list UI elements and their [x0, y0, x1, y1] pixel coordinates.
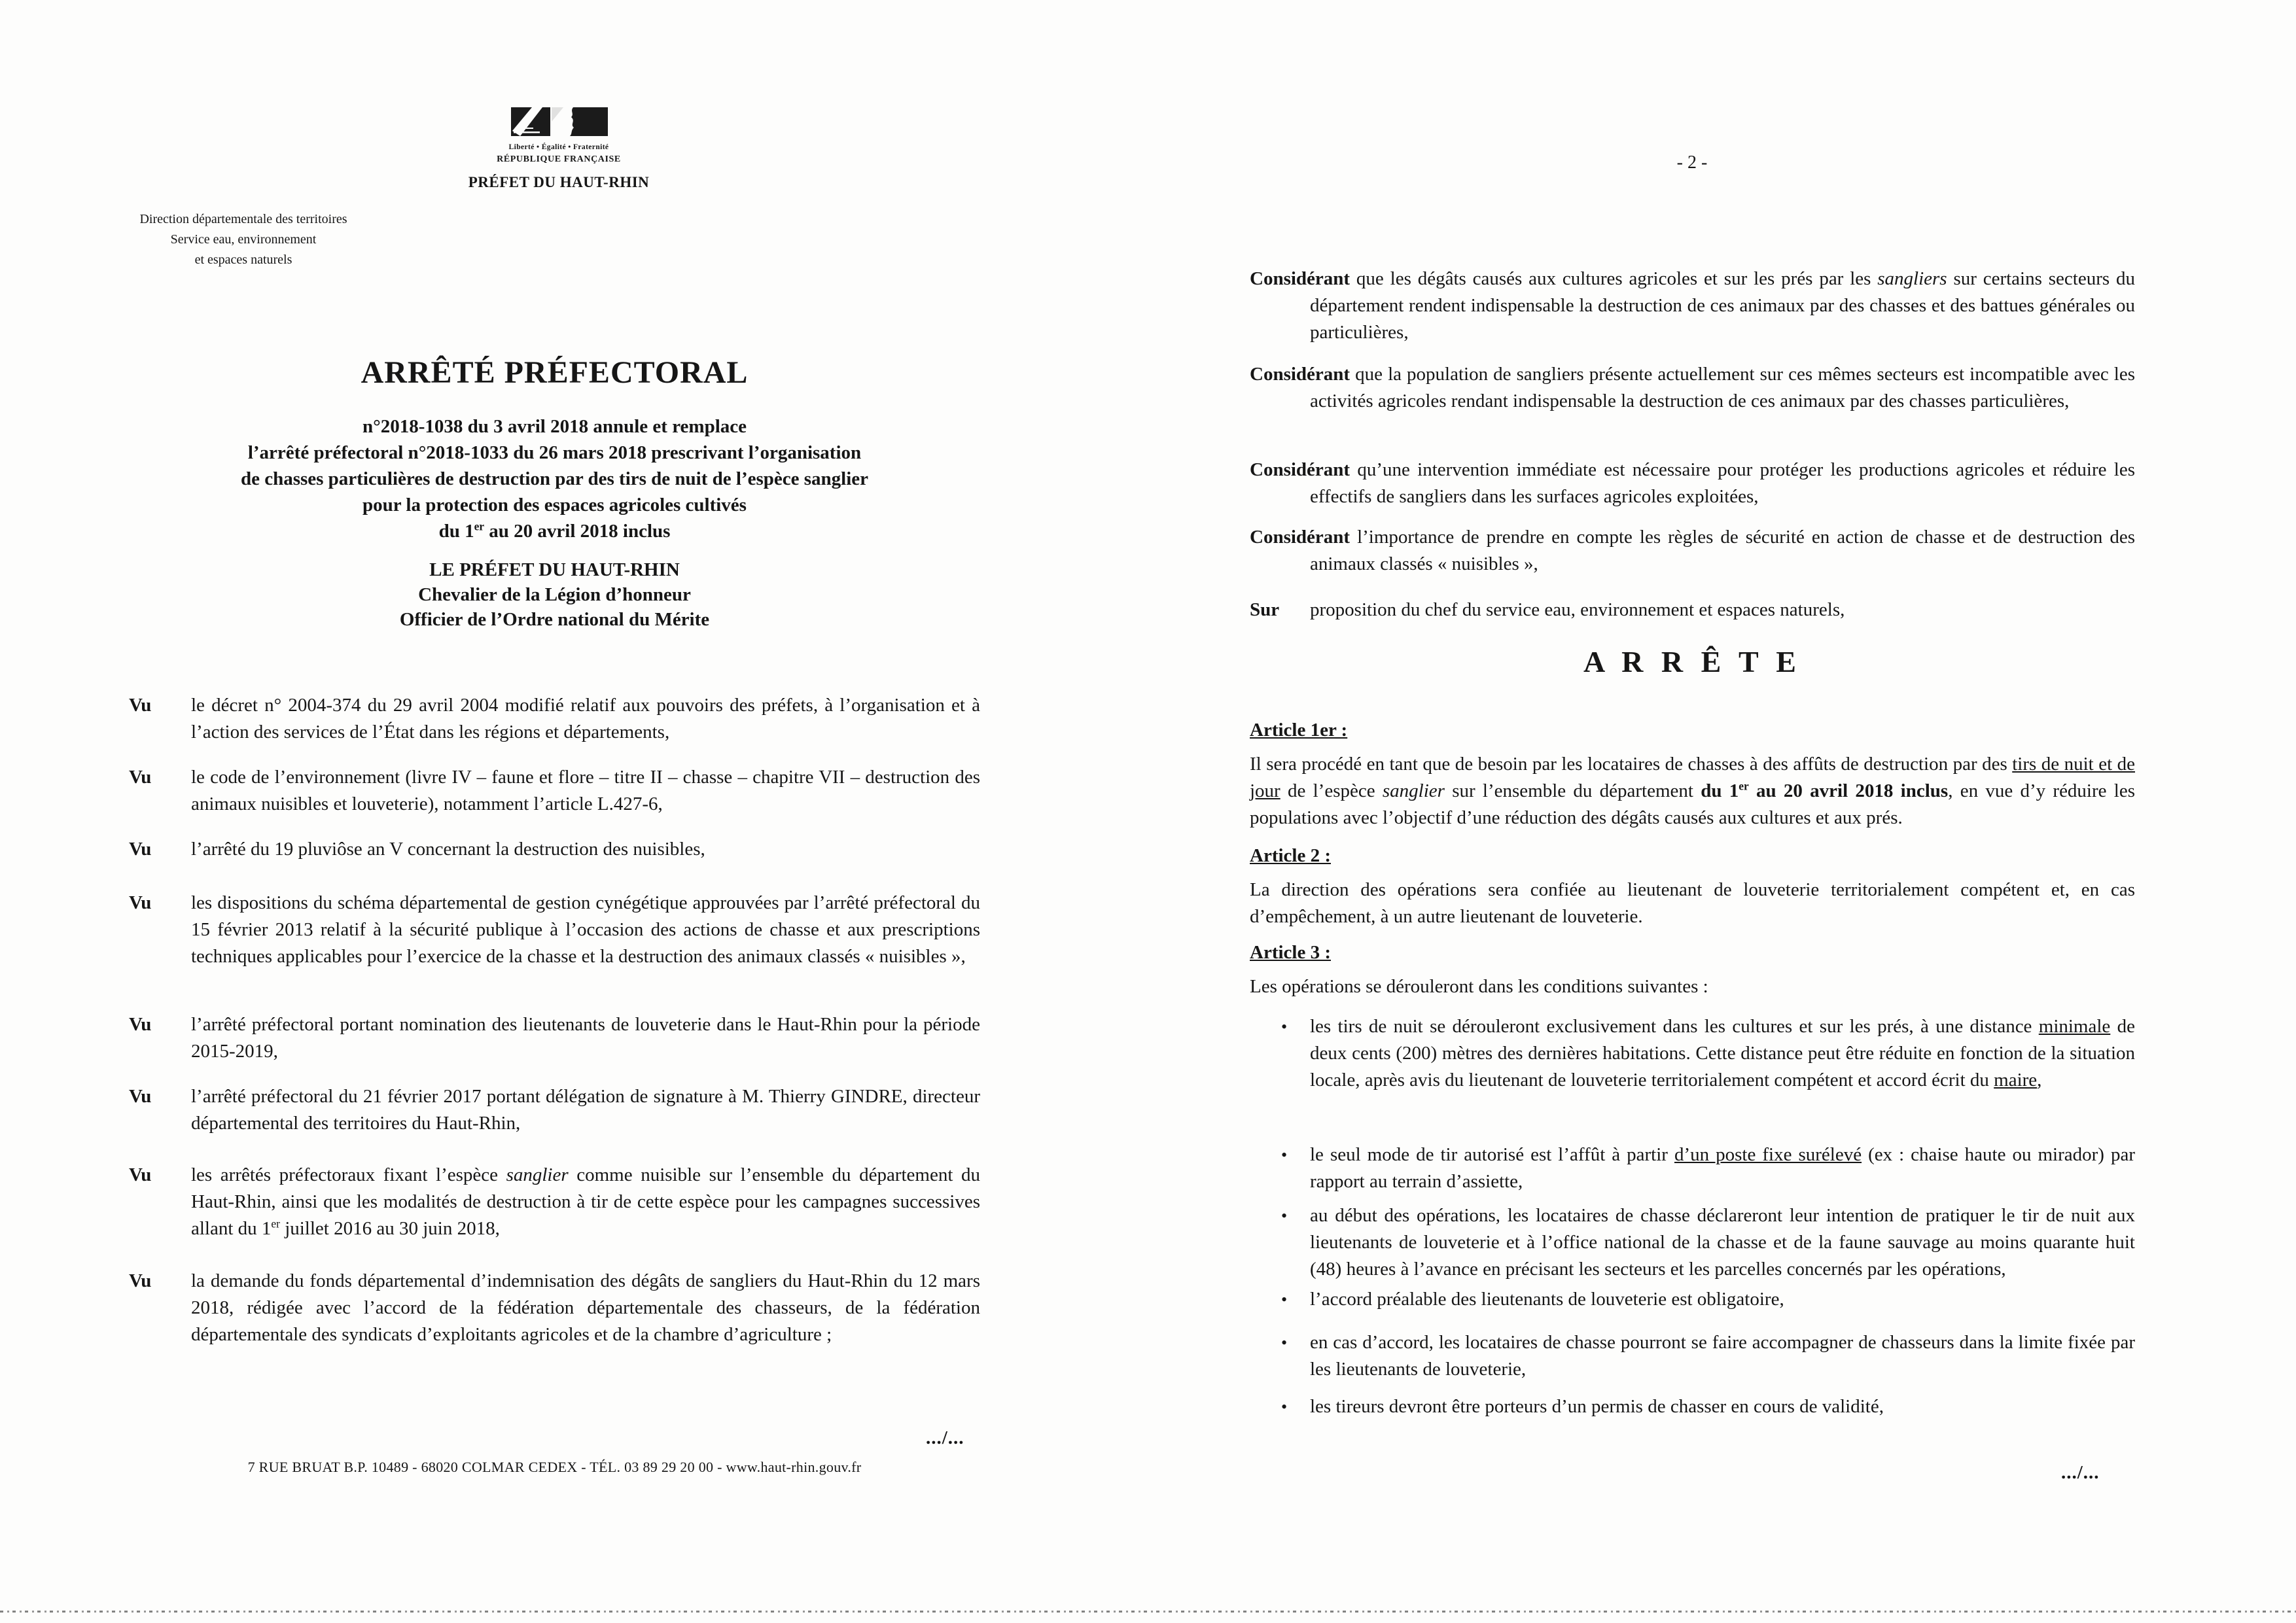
vu-text: l’arrêté préfectoral du 21 février 2017 portant délégation de signature à M. Thierry GINDRE, directeur départemental des territoires du Haut-Rhin,: [191, 1086, 980, 1134]
vu-text: les arrêtés préfectoraux fixant l’espèce sanglier comme nuisible sur l’ensemble du département du Haut-Rhin, ainsi que les modalités de destruction à tir de cette espèce pour les campagnes successives allant du 1er juillet 2016 au 30 juin 2018,: [191, 1164, 980, 1239]
vu-item: [129, 1083, 980, 1137]
subtitle-line: du 1er au 20 avril 2018 inclus: [438, 519, 671, 542]
considerant-paragraph: Considérant qu’une intervention immédiate est nécessaire pour protéger les productions agricoles et réduire les effectifs de sangliers dans les surfaces agricoles exploitées,: [1250, 459, 2135, 507]
service-line: Direction départementale des territoires: [139, 212, 347, 226]
prefect-name: PRÉFET DU HAUT-RHIN: [468, 174, 650, 190]
bullet-item: [1250, 1286, 2135, 1313]
bullet-item: [1250, 1202, 2135, 1283]
vu-text: l’arrêté du 19 pluviôse an V concernant la destruction des nuisibles,: [191, 839, 705, 860]
vu-text: le décret n° 2004-374 du 29 avril 2004 modifié relatif aux pouvoirs des préfets, à l’organisation et à l’action des services de l’État dans les régions et départements,: [191, 695, 980, 742]
vu-item: [129, 836, 980, 863]
vu-item: [129, 890, 980, 970]
bullet-item: [1250, 1013, 2135, 1094]
republique-francaise-logo: [510, 107, 609, 140]
bullet-item: [1250, 1329, 2135, 1383]
service-line: Service eau, environnement: [170, 232, 317, 247]
article-3-heading: Article 3 :: [1250, 942, 1331, 963]
republic-name: RÉPUBLIQUE FRANÇAISE: [497, 154, 621, 164]
vu-label: Vu: [129, 1164, 152, 1185]
marianne-flag-icon: [510, 107, 609, 140]
article-1-body: Il sera procédé en tant que de besoin par les locataires de chasses à des affûts de destruction par des tirs de nuit et de jour de l’espèce sanglier sur l’ensemble du département du 1er au 20 avril 2018 inclus, en vue d’y réduire les populations avec l’objectif d’une réduction des dégâts causés aux cultures et aux prés.: [1250, 754, 2135, 828]
bullet-item: [1250, 1393, 2135, 1420]
article-1-heading: Article 1er :: [1250, 720, 1348, 741]
issuer-block: [129, 557, 980, 632]
bullet-text: les tireurs devront être porteurs d’un permis de chasser en cours de validité,: [1310, 1396, 1884, 1417]
arrete-heading: A R R Ê T E: [1583, 645, 1801, 678]
vu-label: Vu: [129, 1086, 152, 1107]
issuer-line: Chevalier de la Légion d’honneur: [418, 584, 691, 605]
continuation-mark: .../...: [926, 1427, 964, 1448]
sur-proposition: [1250, 597, 2135, 623]
vu-text: l’arrêté préfectoral portant nomination des lieutenants de louveterie dans le Haut-Rhin pour la période 2015-2019,: [191, 1014, 980, 1062]
document-subtitle: [129, 413, 980, 544]
subtitle-line: n°2018-1038 du 3 avril 2018 annule et remplace: [362, 416, 747, 437]
vu-item: [129, 1268, 980, 1348]
scan-artifact-line: [0, 1611, 2296, 1613]
vu-label: Vu: [129, 839, 152, 860]
considerant-paragraph: Considérant que les dégâts causés aux cultures agricoles et sur les prés par les sangliers sur certains secteurs du département rendent indispensable la destruction de ces animaux par des chasses et des battues générales ou particulières,: [1250, 268, 2135, 343]
bullet-icon: •: [1281, 1290, 1288, 1309]
page-number: - 2 -: [1676, 152, 1708, 173]
vu-label: Vu: [129, 892, 152, 913]
sur-label: Sur: [1250, 599, 1280, 620]
bullet-text: le seul mode de tir autorisé est l’affût à partir d’un poste fixe surélevé (ex : chaise haute ou mirador) par rapport au terrain d’assiette,: [1310, 1144, 2135, 1192]
article-3-intro: Les opérations se dérouleront dans les conditions suivantes :: [1250, 976, 1708, 997]
bullet-icon: •: [1281, 1017, 1288, 1036]
document-title: ARRÊTÉ PRÉFECTORAL: [361, 355, 749, 390]
sur-text: proposition du chef du service eau, environnement et espaces naturels,: [1310, 599, 1845, 620]
considerant-paragraph: Considérant l’importance de prendre en compte les règles de sécurité en action de chasse et de destruction des animaux classés « nuisibles »,: [1250, 527, 2135, 574]
vu-label: Vu: [129, 1270, 152, 1291]
bullet-text: les tirs de nuit se dérouleront exclusivement dans les cultures et sur les prés, à une distance minimale de deux cents (200) mètres des dernières habitations. Cette distance peut être réduite en fonction de la situation locale, après avis du lieutenant de louveterie territorialement compétent et accord écrit du maire,: [1310, 1016, 2135, 1091]
vu-label: Vu: [129, 695, 152, 716]
vu-text: les dispositions du schéma départemental de gestion cynégétique approuvées par l’arrêté préfectoral du 15 février 2013 relatif à la sécurité publique à l’occasion des actions de chasse et aux prescriptions techniques applicables pour l’exercice de la chasse et la destruction des animaux classés « nuisibles »,: [191, 892, 980, 967]
vu-item: [129, 692, 980, 746]
service-line: et espaces naturels: [194, 253, 292, 267]
article-2-heading: Article 2 :: [1250, 845, 1331, 866]
considerant-paragraph: Considérant que la population de sangliers présente actuellement sur ces mêmes secteurs est incompatible avec les activités agricoles rendant indispensable la destruction de ces animaux par des chasses particulières,: [1250, 364, 2135, 411]
subtitle-line: de chasses particulières de destruction par des tirs de nuit de l’espèce sanglier: [240, 468, 869, 489]
footer-address: 7 RUE BRUAT B.P. 10489 - 68020 COLMAR CEDEX - TÉL. 03 89 29 20 00 - www.haut-rhin.gouv.fr: [247, 1459, 862, 1475]
vu-item: [129, 1162, 980, 1242]
vu-text: la demande du fonds départemental d’indemnisation des dégâts de sangliers du Haut-Rhin du 12 mars 2018, rédigée avec l’accord de la fédération départementale des chasseurs, de la fédération départementale des syndicats d’exploitants agricoles et de la chambre d’agriculture ;: [191, 1270, 980, 1345]
vu-item: [129, 764, 980, 818]
bullet-icon: •: [1281, 1145, 1288, 1164]
subtitle-line: l’arrêté préfectoral n°2018-1033 du 26 mars 2018 prescrivant l’organisation: [247, 442, 862, 463]
vu-label: Vu: [129, 1014, 152, 1035]
bullet-item: [1250, 1142, 2135, 1195]
issuing-service-block: [119, 209, 368, 270]
bullet-icon: •: [1281, 1206, 1288, 1225]
issuer-line: Officier de l’Ordre national du Mérite: [399, 609, 710, 630]
vu-label: Vu: [129, 767, 152, 788]
subtitle-line: pour la protection des espaces agricoles cultivés: [362, 495, 747, 515]
bullet-icon: •: [1281, 1397, 1288, 1416]
republic-motto: Liberté • Égalité • Fraternité: [508, 143, 609, 151]
bullet-icon: •: [1281, 1333, 1288, 1352]
issuer-line: LE PRÉFET DU HAUT-RHIN: [429, 559, 680, 580]
vu-text: le code de l’environnement (livre IV – faune et flore – titre II – chasse – chapitre VII – destruction des animaux nuisibles et louveterie), notamment l’article L.427-6,: [191, 767, 980, 814]
continuation-mark: .../...: [2061, 1462, 2100, 1483]
vu-item: [129, 1011, 980, 1065]
bullet-text: en cas d’accord, les locataires de chasse pourront se faire accompagner de chasseurs dans la limite fixée par les lieutenants de louveterie,: [1310, 1332, 2135, 1380]
bullet-text: l’accord préalable des lieutenants de louveterie est obligatoire,: [1310, 1289, 1784, 1310]
bullet-text: au début des opérations, les locataires de chasse déclareront leur intention de pratiquer le tir de nuit aux lieutenants de louveterie et à l’office national de la chasse et de la faune sauvage au moins quarante huit (48) heures à l’avance en précisant les secteurs et les parcelles concernés par les opérations,: [1310, 1205, 2135, 1280]
article-2-body: La direction des opérations sera confiée au lieutenant de louveterie territorialement compétent et, en cas d’empêchement, à un autre lieutenant de louveterie.: [1250, 879, 2135, 927]
